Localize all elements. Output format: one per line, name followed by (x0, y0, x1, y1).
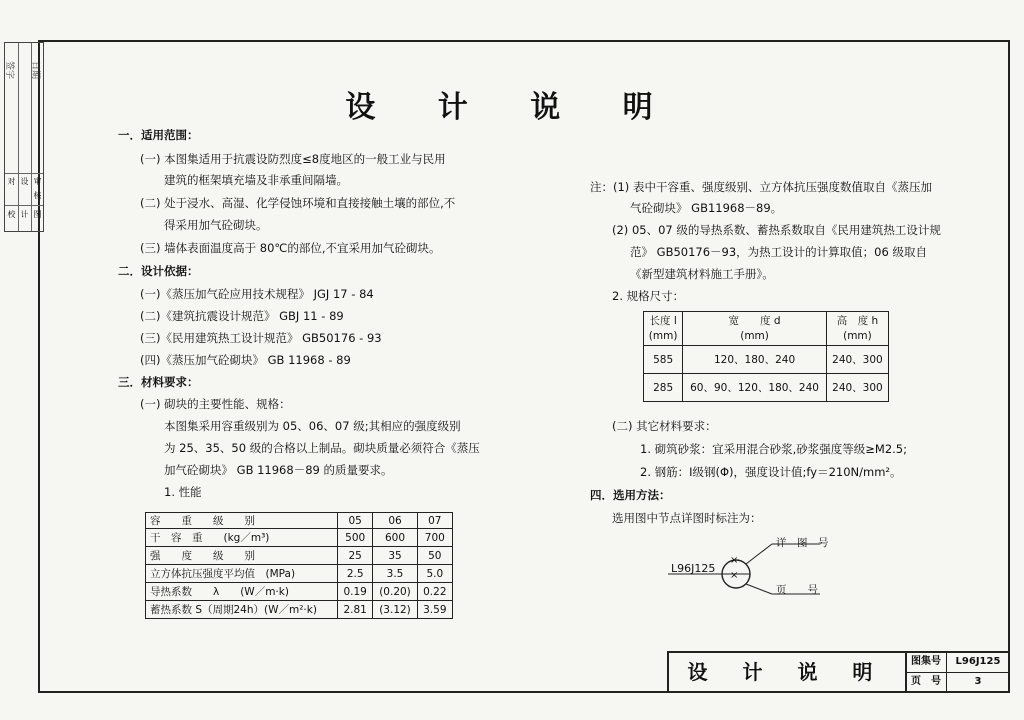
signoff-stamp (4, 42, 44, 232)
section3-paragraph-line: 本图集采用容重级别为 05、06、07 级;其相应的强度级别 (164, 419, 461, 433)
table-cell: 强 度 级 别 (146, 547, 338, 565)
stamp-label: 校 (7, 210, 16, 219)
signature-scribble: 签字 (4, 61, 14, 80)
table-cell: 25 (338, 547, 373, 565)
title-block-title: 设 计 说 明 (669, 653, 907, 691)
section1-item: 得采用加气砼砌块。 (164, 218, 268, 232)
table-cell: 50 (417, 547, 452, 565)
stamp-row-divider (5, 173, 43, 174)
column-unit: (mm) (648, 329, 678, 342)
detail-label-top: 详 图 号 (776, 537, 829, 549)
stamp-label: 对 (7, 177, 16, 186)
detail-code: L96J125 (671, 562, 716, 575)
section2-item: (一)《蒸压加气砼应用技术规程》 JGJ 17 - 84 (140, 287, 374, 301)
table-header-cell: 07 (417, 513, 452, 529)
table-row (644, 346, 889, 374)
table-row (644, 312, 889, 346)
table-cell: (3.12) (373, 601, 417, 619)
table-header-cell: 容 重 级 别 (146, 513, 338, 529)
table-cell: (0.20) (373, 583, 417, 601)
section2-item: (二)《建筑抗震设计规范》 GBJ 11 - 89 (140, 309, 344, 323)
table-cell: 3.5 (373, 565, 417, 583)
other-requirement-item: 2. 钢筋：Ⅰ级钢(Φ)，强度设计值;fy＝210N/mm²。 (640, 465, 902, 479)
table-cell: 导热系数 λ (W／m·k) (146, 583, 338, 601)
detail-mark-top: × (730, 555, 739, 566)
table-cell: 240、300 (826, 374, 888, 402)
column-title: 长度 l (649, 314, 677, 327)
table-header-cell: 05 (338, 513, 373, 529)
leader-bottom (746, 584, 772, 594)
table-cell: 120、180、240 (683, 346, 827, 374)
section1-item: (二) 处于浸水、高湿、化学侵蚀环境和直接接触土壤的部位,不 (140, 196, 456, 210)
page-number-value: 3 (974, 676, 982, 687)
section1-item: (三) 墙体表面温度高于 80℃的部位,不宜采用加气砼砌块。 (140, 241, 441, 255)
section2-heading: 二．设计依据： (118, 264, 199, 278)
table-cell: 蓄热系数 S（周期24h）(W／m²·k) (146, 601, 338, 619)
title-block-divider (946, 653, 947, 691)
atlas-number-label: 图集号 (911, 656, 941, 667)
table-cell: 2.81 (338, 601, 373, 619)
table-cell: 5.0 (417, 565, 452, 583)
note-line: 注：(1) 表中干容重、强度级别、立方体抗压强度数值取自《蒸压加 (590, 180, 932, 194)
section3-heading: 三．材料要求： (118, 375, 199, 389)
atlas-number-value: L96J125 (955, 656, 1001, 667)
detail-mark-bottom: × (730, 570, 739, 581)
section4-heading: 四．选用方法： (590, 488, 671, 502)
leader-top (746, 544, 772, 564)
table-row (146, 529, 453, 547)
table-cell: 0.22 (417, 583, 452, 601)
column-title: 宽 度 d (728, 314, 781, 327)
note-line: (2) 05、07 级的导热系数、蓄热系数取自《民用建筑热工设计规 (612, 223, 941, 237)
table-cell: 60、90、120、180、240 (683, 374, 827, 402)
signature-scribble: 日期 (30, 61, 40, 80)
table-row (146, 547, 453, 565)
section1-item: 建筑的框架填充墙及非承重间隔墙。 (164, 173, 348, 187)
detail-label-bottom: 页 号 (776, 584, 818, 596)
stamp-label: 图 (33, 210, 42, 219)
stamp-label: 审 (33, 177, 42, 186)
table-cell: 600 (373, 529, 417, 547)
stamp-label: 核 (33, 191, 42, 200)
note-line: 气砼砌块》 GB11968－89。 (630, 201, 783, 215)
column-title: 高 度 h (836, 314, 879, 327)
table-cell: 35 (373, 547, 417, 565)
column-unit: (mm) (843, 329, 872, 342)
table-cell: 700 (417, 529, 452, 547)
other-requirements-heading: (二) 其它材料要求： (612, 419, 717, 433)
section1-heading: 一．适用范围： (118, 128, 199, 142)
table-row (146, 601, 453, 619)
table-cell: 0.19 (338, 583, 373, 601)
performance-table (145, 512, 453, 619)
section2-item: (三)《民用建筑热工设计规范》 GB50176 - 93 (140, 331, 382, 345)
table-cell: 3.59 (417, 601, 452, 619)
section2-item: (四)《蒸压加气砼砌块》 GB 11968 - 89 (140, 353, 351, 367)
dimension-heading: 2. 规格尺寸： (612, 289, 685, 303)
section1-item: (一) 本图集适用于抗震设防烈度≤8度地区的一般工业与民用 (140, 152, 446, 166)
column-unit: (mm) (740, 329, 769, 342)
page-title: 设 计 说 明 (345, 90, 679, 125)
table-cell: 立方体抗压强度平均值 (MPa) (146, 565, 338, 583)
table-row (146, 565, 453, 583)
note-line: 范》 GB50176－93，为热工设计的计算取值；06 级取自 (630, 245, 927, 259)
table-cell: 500 (338, 529, 373, 547)
table-row (146, 513, 453, 529)
note-line: 《新型建筑材料施工手册》。 (630, 267, 774, 281)
dimension-table (643, 311, 889, 402)
table-header-cell (683, 312, 827, 346)
table-cell: 干 容 重 (kg／m³) (146, 529, 338, 547)
table-header-cell: 06 (373, 513, 417, 529)
section3-paragraph-line: 加气砼砌块》 GB 11968－89 的质量要求。 (164, 463, 393, 477)
table-cell: 285 (644, 374, 683, 402)
stamp-label: 计 (20, 210, 29, 219)
table-header-cell (826, 312, 888, 346)
performance-label: 1. 性能 (164, 485, 202, 499)
stamp-label: 设 (20, 177, 29, 186)
page-number-label: 页 号 (911, 676, 941, 687)
section3-paragraph-line: 为 25、35、50 级的合格以上制品。砌块质量必须符合《蒸压 (164, 441, 480, 455)
table-row (644, 374, 889, 402)
title-block (667, 651, 1008, 691)
section4-text: 选用图中节点详图时标注为： (612, 511, 762, 525)
section3-subheading: (一) 砌块的主要性能、规格： (140, 397, 291, 411)
table-row (146, 583, 453, 601)
stamp-row-divider (5, 205, 43, 206)
table-cell: 585 (644, 346, 683, 374)
table-header-cell (644, 312, 683, 346)
table-cell: 2.5 (338, 565, 373, 583)
table-cell: 240、300 (826, 346, 888, 374)
other-requirement-item: 1. 砌筑砂浆：宜采用混合砂浆,砂浆强度等级≥M2.5; (640, 442, 908, 456)
